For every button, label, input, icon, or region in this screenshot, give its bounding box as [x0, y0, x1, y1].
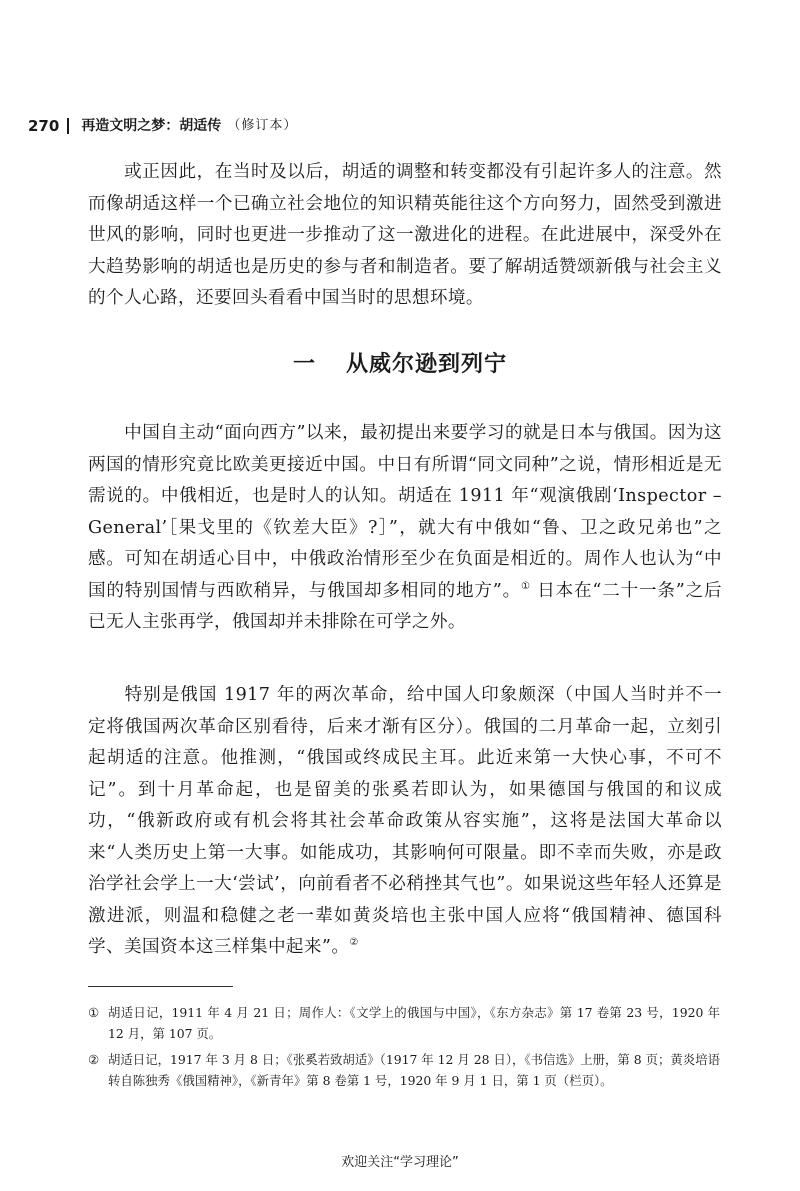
footnote-1-mark: ①	[88, 1005, 100, 1020]
paragraph-3	[88, 680, 722, 964]
book-title: 再造文明之梦：胡适传	[81, 118, 222, 134]
footnote-2-text: 胡适日记，1917 年 3 月 8 日；《张奚若致胡适》（1917 年 12 月 28 日），《书信选》上册，第 8 页；黄炎培语转自陈独秀《俄国精神》，《新青年》第 8 卷第 1 号，1920 年 9 月 1 日，第 1 页（栏页）。	[108, 1052, 720, 1088]
paragraph-2-text-a: 中国自主动“面向西方”以来，最初提出来要学习的就是日本与俄国。因为这两国的情形究竟比欧美更接近中国。中日有所谓“同文同种”之说，情形相近是无需说的。中俄相近，也是时人的认知。胡适在 1911 年“观演俄剧‘Inspector – General’［果戈里的《钦差大臣》?］”，就大有中俄如“鲁、卫之政兄弟也”之感。可知在胡适心目中，中俄政治情形至少在负面是相近的。周作人也认为“中国的特别国情与西欧稍异，与俄国却多相同的地方”。	[88, 423, 722, 601]
footnote-1	[88, 1002, 720, 1044]
footnote-divider	[88, 986, 233, 987]
running-head	[28, 116, 297, 136]
section-number: 一	[292, 352, 316, 377]
page-number: 270	[28, 117, 60, 135]
edition-label: （修订本）	[227, 118, 298, 133]
paragraph-1	[88, 157, 722, 315]
footnote-2	[88, 1049, 720, 1091]
footnote-2-mark: ②	[88, 1052, 100, 1067]
paragraph-2	[88, 418, 722, 639]
footnote-ref-1[interactable]: ①	[521, 580, 531, 592]
bottom-note: 欢迎关注“学习理论”	[341, 1155, 459, 1170]
footnote-1-text: 胡适日记，1911 年 4 月 21 日；周作人：《文学上的俄国与中国》，《东方杂志》第 17 卷第 23 号，1920 年 12 月，第 107 页。	[108, 1005, 720, 1041]
paragraph-2-text-b: 日本在“二十一条”之后已无人主张再学，俄国却并未排除在可学之外。	[88, 580, 722, 632]
section-title: 从威尔逊到列宁	[346, 352, 508, 377]
section-heading	[0, 350, 800, 380]
footnote-ref-2[interactable]: ②	[349, 937, 359, 949]
header-divider	[67, 118, 69, 134]
paragraph-1-text: 或正因此，在当时及以后，胡适的调整和转变都没有引起许多人的注意。然而像胡适这样一个已确立社会地位的知识精英能往这个方向努力，固然受到激进世风的影响，同时也更进一步推动了这一激进化的进程。在此进展中，深受外在大趋势影响的胡适也是历史的参与者和制造者。要了解胡适赞颂新俄与社会主义的个人心路，还要回头看看中国当时的思想环境。	[88, 162, 722, 308]
paragraph-3-text: 特别是俄国 1917 年的两次革命，给中国人印象颇深（中国人当时并不一定将俄国两次革命区别看待，后来才渐有区分）。俄国的二月革命一起，立刻引起胡适的注意。他推测，“俄国或终成民主耳。此近来第一大快心事，不可不记”。到十月革命起，也是留美的张奚若即认为，如果德国与俄国的和议成功，“俄新政府或有机会将其社会革命政策从容实施”，这将是法国大革命以来“人类历史上第一大事。如能成功，其影响何可限量。即不幸而失败，亦是政治学社会学上一大‘尝试’，向前看者不必稍挫其气也”。如果说这些年轻人还算是激进派，则温和稳健之老一辈如黄炎培也主张中国人应将“俄国精神、德国科学、美国资本这三样集中起来”。	[88, 685, 722, 957]
